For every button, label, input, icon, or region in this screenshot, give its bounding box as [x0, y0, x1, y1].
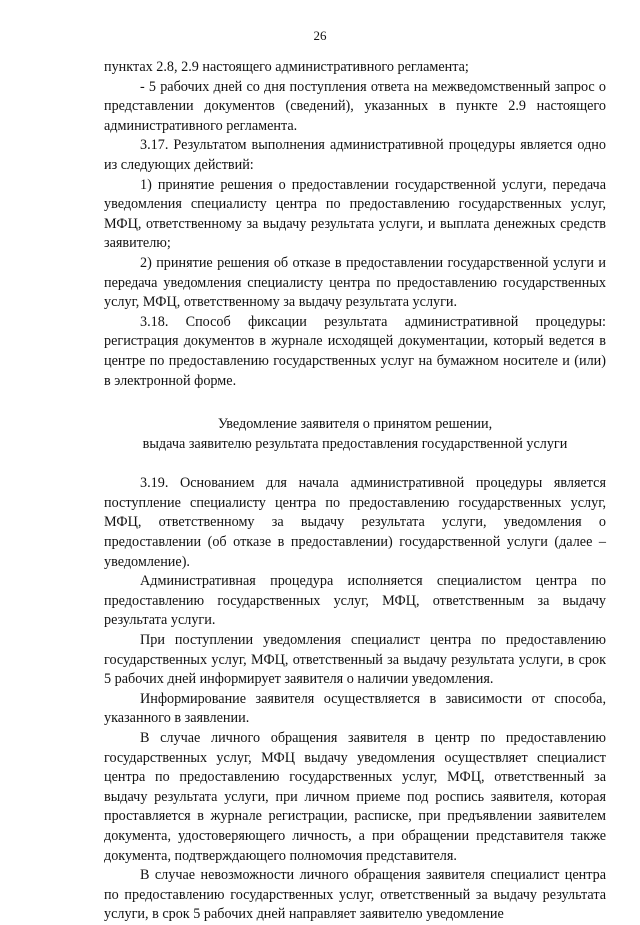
- document-body: [104, 58, 606, 925]
- section-title-line-2: выдача заявителю результата предоставления государственной услуги: [142, 435, 568, 452]
- paragraph-3-18: 3.18. Способ фиксации результата административной процедуры: регистрация документов в журнале исходящей документации, который ведется в центре по предоставлению государственных услуг на бумажном носителе и (или) в электронной форме.: [104, 313, 606, 389]
- paragraph-personal-appeal: В случае личного обращения заявителя в центр по предоставлению государственных услуг, МФЦ выдачу уведомления осуществляет специалист центра по предоставлению государственных услуг, МФЦ, ответственный за выдачу результата услуги, при личном приеме под роспись заявителя, которая проставляется в журнале регистрации, расписке, при предъявлении заявителем документа, удостоверяющего личность, а при обращении представителя также документа, подтверждающего полномочия представителя.: [104, 730, 606, 864]
- paragraph-procedure-executor: Административная процедура исполняется специалистом центра по предоставлению государственных услуг, МФЦ, ответственным за выдачу результата услуги.: [104, 573, 606, 629]
- paragraph-3-19: 3.19. Основанием для начала административной процедуры является поступление специалисту центра по предоставлению государственных услуг, МФЦ, ответственному за выдачу результата услуги, уведомления о предоставлении (об отказе в предоставлении) государственной услуги (далее – уведомление).: [104, 475, 606, 570]
- paragraph-no-personal-appeal: В случае невозможности личного обращения заявителя специалист центра по предоставлению государственных услуг, ответственный за выдачу результата услуги, в срок 5 рабочих дней направляет заявителю уведомление: [104, 867, 606, 923]
- page-number: 26: [313, 28, 327, 43]
- paragraph-deadline-item: - 5 рабочих дней со дня поступления ответа на межведомственный запрос о представлении документов (сведений), указанных в пункте 2.9 настоящего административного регламента.: [104, 78, 606, 134]
- paragraph-3-17: 3.17. Результатом выполнения административной процедуры является одно из следующих действий:: [104, 137, 606, 173]
- paragraph-3-17-item-2: 2) принятие решения об отказе в предоставлении государственной услуги и передача уведомления специалисту центра по предоставлению государственных услуг, МФЦ, ответственному за выдачу результата услуги.: [104, 254, 606, 311]
- section-title: [104, 415, 606, 454]
- paragraph-notification-receipt: При поступлении уведомления специалист центра по предоставлению государственных услуг, МФЦ, ответственный за выдачу результата услуги, в срок 5 рабочих дней информирует заявителя о наличии уведомления.: [104, 632, 606, 688]
- paragraph-continuation: пунктах 2.8, 2.9 настоящего административного регламента;: [104, 59, 469, 75]
- section-title-line-1: Уведомление заявителя о принятом решении,: [217, 416, 493, 433]
- paragraph-3-17-item-1: 1) принятие решения о предоставлении государственной услуги, передача уведомления специалисту центра по предоставлению государственных услуг, МФЦ, ответственному за выдачу результата услуги, и выплата денежных средств заявителю;: [104, 176, 606, 252]
- paragraph-informing-method: Информирование заявителя осуществляется в зависимости от способа, указанного в заявлении.: [104, 690, 606, 727]
